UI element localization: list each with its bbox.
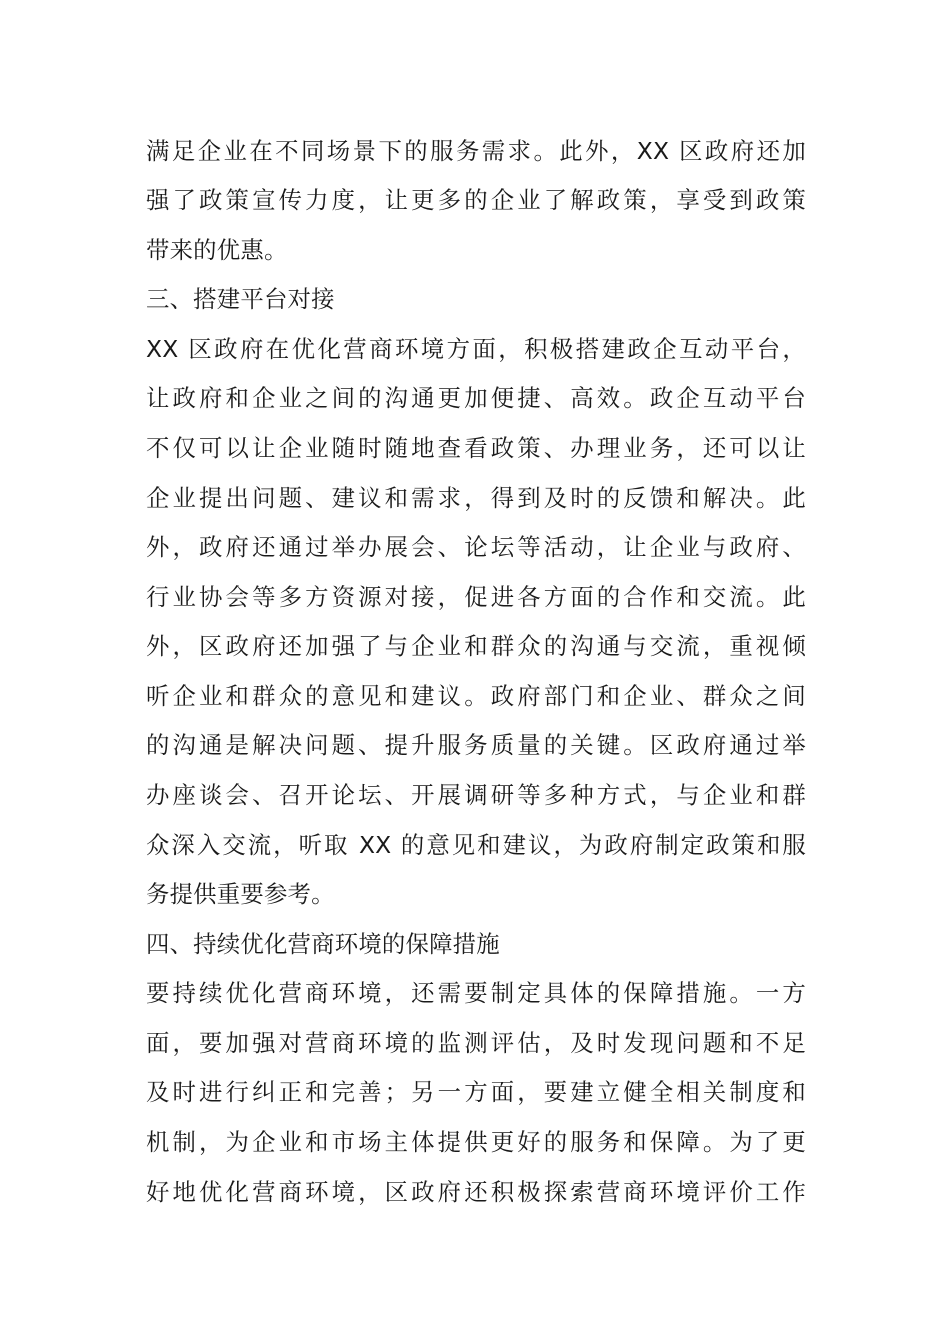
paragraph-line: 带来的优惠。	[146, 236, 288, 264]
paragraph-line: 外，政府还通过举办展会、论坛等活动，让企业与政府、	[146, 533, 806, 561]
paragraph-line: 强了政策宣传力度，让更多的企业了解政策，享受到政策	[146, 186, 806, 214]
paragraph-line: 外，区政府还加强了与企业和群众的沟通与交流，重视倾	[146, 632, 806, 660]
paragraph-line: 企业提出问题、建议和需求，得到及时的反馈和解决。此	[146, 484, 806, 512]
paragraph-line: 务提供重要参考。	[146, 880, 335, 908]
paragraph-line: 机制，为企业和市场主体提供更好的服务和保障。为了更	[146, 1128, 806, 1156]
paragraph-line: 及时进行纠正和完善；另一方面，要建立健全相关制度和	[146, 1078, 806, 1106]
paragraph-line: 办座谈会、召开论坛、开展调研等多种方式，与企业和群	[146, 781, 806, 809]
paragraph-line: 满足企业在不同场景下的服务需求。此外，XX 区政府还加	[146, 137, 806, 165]
paragraph-line: 众深入交流，听取 XX 的意见和建议，为政府制定政策和服	[146, 831, 806, 859]
paragraph-line: 不仅可以让企业随时随地查看政策、办理业务，还可以让	[146, 434, 806, 462]
paragraph-line: 面，要加强对营商环境的监测评估，及时发现问题和不足	[146, 1029, 806, 1057]
paragraph-line: 行业协会等多方资源对接，促进各方面的合作和交流。此	[146, 583, 806, 611]
paragraph-line: 的沟通是解决问题、提升服务质量的关键。区政府通过举	[146, 731, 806, 759]
section-heading: 三、搭建平台对接	[146, 285, 335, 313]
paragraph-line: 让政府和企业之间的沟通更加便捷、高效。政企互动平台	[146, 384, 806, 412]
paragraph-line: XX 区政府在优化营商环境方面，积极搭建政企互动平台，	[146, 335, 806, 363]
paragraph-line: 听企业和群众的意见和建议。政府部门和企业、群众之间	[146, 682, 806, 710]
section-heading: 四、持续优化营商环境的保障措施	[146, 930, 500, 958]
paragraph-line: 要持续优化营商环境，还需要制定具体的保障措施。一方	[146, 979, 806, 1007]
paragraph-line: 好地优化营商环境，区政府还积极探索营商环境评价工作	[146, 1178, 806, 1206]
